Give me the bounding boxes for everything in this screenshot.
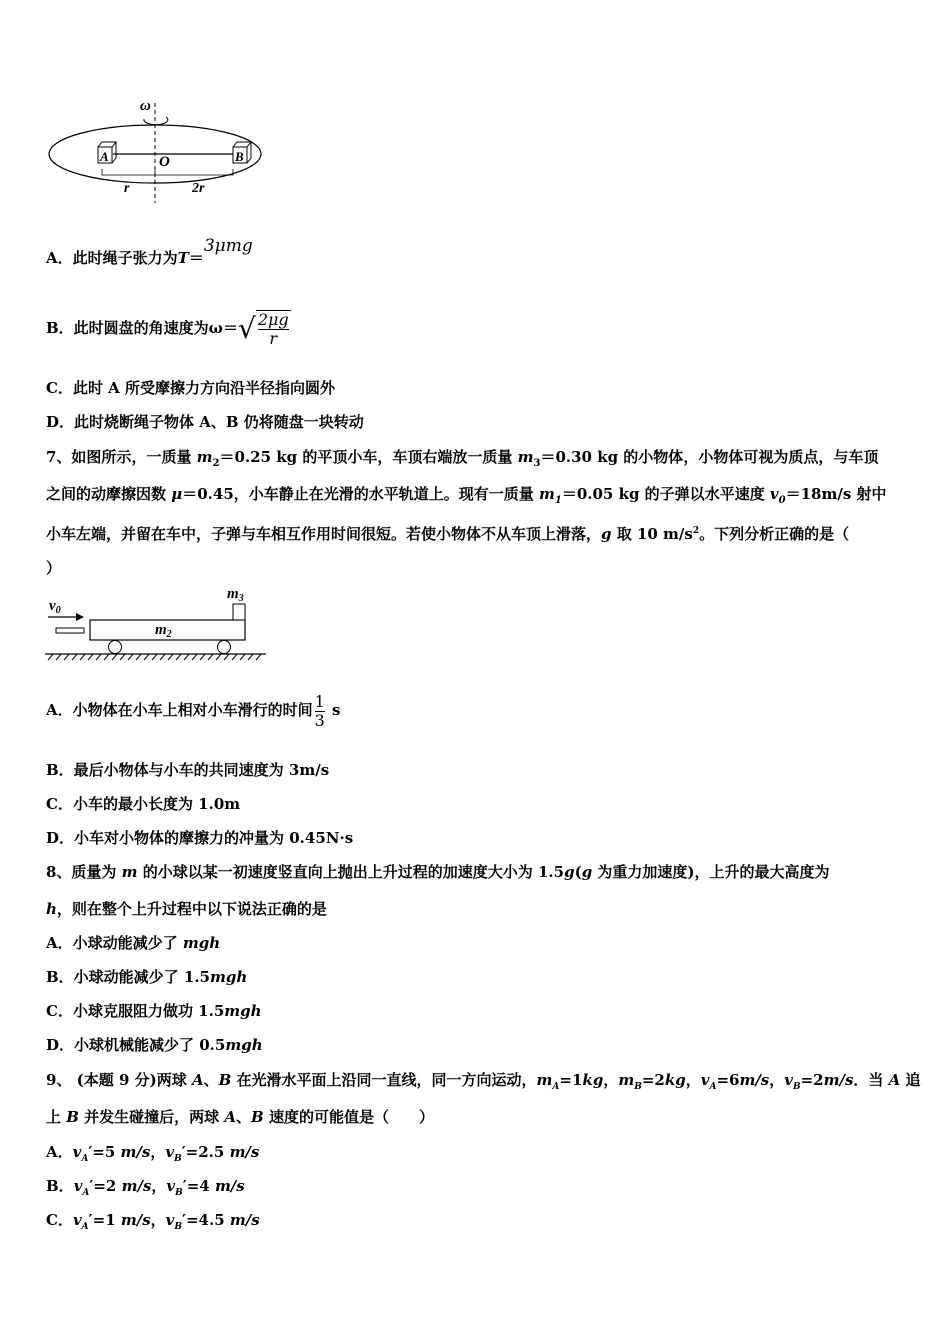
- cart-figure: [40, 584, 272, 664]
- q9-text: ，: [150, 1143, 166, 1161]
- q9-var: m/s: [739, 1071, 770, 1089]
- q9-var: m: [536, 1071, 553, 1089]
- wheel-right: [218, 641, 231, 654]
- q9-var: A: [191, 1071, 204, 1089]
- q9-text: ，: [769, 1071, 785, 1089]
- q9-var: v: [73, 1177, 83, 1195]
- q8-text: 8、质量为: [46, 863, 122, 881]
- q7-option-c: C．小车的最小长度为 1.0m: [46, 795, 241, 813]
- q6-option-b-fraction: [256, 310, 291, 348]
- q9-text: ，: [603, 1071, 619, 1089]
- q9-text: =2: [800, 1071, 824, 1089]
- q9-sub: B: [175, 1188, 183, 1198]
- q7-option-b: B．最后小物体与小车的共同速度为 3m/s: [46, 761, 330, 779]
- q7-line-4: ）: [46, 559, 62, 577]
- q8-var: mgh: [225, 1036, 263, 1054]
- q9-text: ，: [685, 1071, 701, 1089]
- q9-var: kg: [582, 1071, 604, 1089]
- q9-text: 追: [900, 1071, 921, 1089]
- q8-text: ，则在整个上升过程中以下说法正确的是: [56, 900, 327, 918]
- center-o-label: O: [159, 154, 170, 170]
- block-m3: [233, 604, 245, 620]
- q7-text: ＝18m/s 射中: [785, 485, 887, 503]
- bullet: [56, 628, 84, 633]
- q8-text: 为重力加速度)，上升的最大高度为: [592, 863, 830, 881]
- q9-unit: m/s: [214, 1177, 245, 1195]
- v0-label: $v_0$: [49, 598, 61, 616]
- q9-unit: m/s: [121, 1177, 152, 1195]
- dim-2r-label: 2r: [192, 181, 205, 196]
- q9-sub: A: [81, 1154, 89, 1164]
- q7-option-a: [46, 686, 910, 734]
- q9-line-2: [46, 1107, 910, 1127]
- q9-sub: A: [552, 1082, 560, 1092]
- q7-line-3: [46, 521, 910, 544]
- q9-unit: m/s: [229, 1143, 260, 1161]
- m3-label: $m_3$: [227, 586, 244, 604]
- dim-r-label: r: [124, 181, 130, 196]
- q8-text: A．小球动能减少了: [46, 934, 183, 952]
- q9-var: v: [784, 1071, 793, 1089]
- q9-line-1: [46, 1070, 921, 1097]
- q9-text: =2: [641, 1071, 665, 1089]
- q7-sub: 3: [533, 458, 541, 469]
- q9-text: 、: [203, 1071, 219, 1089]
- q9-option-label: A．: [46, 1143, 73, 1161]
- q7-var: μ: [171, 485, 183, 503]
- q7-option-a-num: 1: [314, 691, 325, 711]
- q7-option-a-fraction: [313, 693, 327, 730]
- q8-text: 的小球以某一初速度竖直向上抛出上升过程的加速度大小为 1.5: [137, 863, 565, 881]
- q6-option-d: D．此时烧断绳子物体 A、B 仍将随盘一块转动: [46, 413, 364, 431]
- q6-option-b-text: B．此时圆盘的角速度为ω＝: [46, 319, 238, 337]
- v0-arrowhead: [76, 613, 84, 621]
- rotating-disk-figure: [40, 95, 280, 210]
- q9-text: 上: [46, 1108, 67, 1126]
- q9-var: v: [166, 1177, 176, 1195]
- q9-var: v: [72, 1143, 82, 1161]
- q9-unit: m/s: [120, 1211, 151, 1229]
- q6-option-c: C．此时 A 所受摩擦力方向沿半径指向圆外: [46, 379, 336, 397]
- q9-text: =1: [559, 1071, 583, 1089]
- q8-line-2: [46, 899, 910, 919]
- q8-var: mgh: [224, 1002, 262, 1020]
- block-a-label: A: [100, 149, 109, 164]
- m2-label: $m_2$: [155, 622, 172, 640]
- q8-var: g: [581, 863, 593, 881]
- q9-text: ′=: [88, 1143, 105, 1161]
- q7-text: 取 10 m/s: [611, 525, 693, 543]
- q9-var: v: [165, 1143, 175, 1161]
- q6-option-a-text: A．此时绳子张力为: [46, 249, 178, 267]
- q9-var: kg: [664, 1071, 686, 1089]
- q8-var: h: [46, 900, 57, 918]
- q9-var: A: [224, 1108, 237, 1126]
- q9-option-a: [46, 1142, 910, 1169]
- q9-sub: A: [709, 1082, 717, 1092]
- omega-label: ω: [140, 98, 151, 114]
- q9-sub: B: [174, 1222, 182, 1232]
- q7-var: m: [538, 485, 555, 503]
- q8-option-a: [46, 933, 910, 953]
- q9-text: =6: [716, 1071, 740, 1089]
- q9-var: A: [888, 1071, 901, 1089]
- q9-var: m/s: [823, 1071, 854, 1089]
- q9-option-label: C．: [46, 1211, 73, 1229]
- q8-text: D．小球机械能减少了 0.5: [46, 1036, 226, 1054]
- q9-var: v: [72, 1211, 82, 1229]
- q7-line-1: [46, 447, 910, 474]
- q9-option-label: B．: [46, 1177, 74, 1195]
- ground-hatch: [48, 654, 261, 660]
- q9-text: ，: [150, 1211, 166, 1229]
- q8-text: (: [574, 863, 582, 881]
- q9-value: 5: [104, 1143, 116, 1161]
- q9-text: ′=: [89, 1177, 106, 1195]
- q9-unit: m/s: [120, 1143, 151, 1161]
- q6-option-b-num: 2μg: [257, 310, 289, 329]
- q8-var: mgh: [210, 968, 248, 986]
- q9-unit: m/s: [229, 1211, 260, 1229]
- q8-var: g: [564, 863, 575, 881]
- q6-option-a-eq: ＝: [188, 249, 204, 267]
- q7-var: g: [601, 525, 612, 543]
- q9-sub: A: [81, 1222, 89, 1232]
- q9-sub: B: [792, 1082, 801, 1092]
- q9-option-b: [46, 1176, 910, 1203]
- q7-sub: 1: [554, 495, 562, 506]
- q9-sub: A: [82, 1188, 90, 1198]
- wheel-left: [109, 641, 122, 654]
- q8-var: m: [121, 863, 138, 881]
- q7-option-a-unit: s: [326, 701, 341, 719]
- q9-text: 9、 (本题 9 分)两球: [46, 1071, 192, 1089]
- q9-var: v: [165, 1211, 175, 1229]
- rotation-arrow: [144, 117, 168, 125]
- q9-var: v: [700, 1071, 710, 1089]
- q7-text: ＝0.25 kg 的平顶小车，车顶右端放一质量: [219, 448, 518, 466]
- q6-option-a: [46, 236, 910, 268]
- q9-text: 速度的可能值是（ ）: [263, 1108, 434, 1126]
- q9-text: 并发生碰撞后，两球: [78, 1108, 225, 1126]
- q8-line-1: [46, 862, 910, 882]
- q8-option-c: [46, 1001, 910, 1021]
- q9-text: 、: [236, 1108, 252, 1126]
- q7-option-a-text: A．小物体在小车上相对小车滑行的时间: [46, 701, 313, 719]
- q7-text: ＝0.45，小车静止在光滑的水平轨道上。现有一质量: [182, 485, 539, 503]
- q7-option-a-den: 3: [314, 710, 325, 730]
- q6-option-a-formula: 3μmg: [203, 236, 253, 256]
- q9-text: ′=: [182, 1211, 199, 1229]
- q8-option-d: [46, 1035, 910, 1055]
- q7-var: m: [196, 448, 213, 466]
- q9-text: ，: [151, 1177, 167, 1195]
- q8-text: C．小球克服阻力做功 1.5: [46, 1002, 225, 1020]
- q9-var: m: [618, 1071, 635, 1089]
- q7-sub: 2: [212, 458, 220, 469]
- q9-var: B: [251, 1108, 264, 1126]
- q6-option-b-den: r: [258, 329, 289, 348]
- q8-text: B．小球动能减少了 1.5: [46, 968, 210, 986]
- q9-text: ′=: [181, 1143, 199, 1161]
- q7-text: ＝0.05 kg 的子弹以水平速度: [561, 485, 770, 503]
- q7-text: ＝0.30 kg 的小物体，小物体可视为质点，与车顶: [540, 448, 879, 466]
- sqrt-sign: √: [237, 312, 256, 345]
- block-b-label: B: [235, 149, 244, 164]
- q9-text: 在光滑水平面上沿同一直线，同一方向运动，: [231, 1071, 537, 1089]
- q7-text: 7、如图所示，一质量: [46, 448, 197, 466]
- q9-value: 2: [105, 1177, 117, 1195]
- q9-var: B: [66, 1108, 79, 1126]
- q9-value: 4: [199, 1177, 210, 1195]
- q9-sub: B: [634, 1082, 642, 1092]
- q7-sub: 0: [778, 495, 786, 506]
- q6-option-a-var: T: [177, 249, 189, 267]
- q7-sup: 2: [692, 526, 700, 536]
- q9-value: 2.5: [198, 1143, 225, 1161]
- q7-text: 之间的动摩擦因数: [46, 485, 172, 503]
- q9-text: ′=: [182, 1177, 200, 1195]
- q9-var: B: [218, 1071, 232, 1089]
- q9-value: 4.5: [198, 1211, 225, 1229]
- q9-option-c: [46, 1210, 910, 1237]
- q7-var: v: [769, 485, 779, 503]
- q7-line-2: [46, 484, 910, 511]
- q8-option-b: [46, 967, 910, 987]
- q8-var: mgh: [182, 934, 221, 952]
- q9-text: ′=: [88, 1211, 106, 1229]
- q7-option-d: D．小车对小物体的摩擦力的冲量为 0.45N·s: [46, 829, 354, 847]
- q7-text: 。下列分析正确的是（: [699, 525, 850, 543]
- q6-option-b: [46, 308, 910, 349]
- q9-text: ．当: [853, 1071, 889, 1089]
- q9-value: 1: [105, 1211, 116, 1229]
- q7-text: 小车左端，并留在车中，子弹与车相互作用时间很短。若使小物体不从车顶上滑落，: [46, 525, 602, 543]
- q9-sub: B: [174, 1154, 182, 1164]
- q7-var: m: [517, 448, 534, 466]
